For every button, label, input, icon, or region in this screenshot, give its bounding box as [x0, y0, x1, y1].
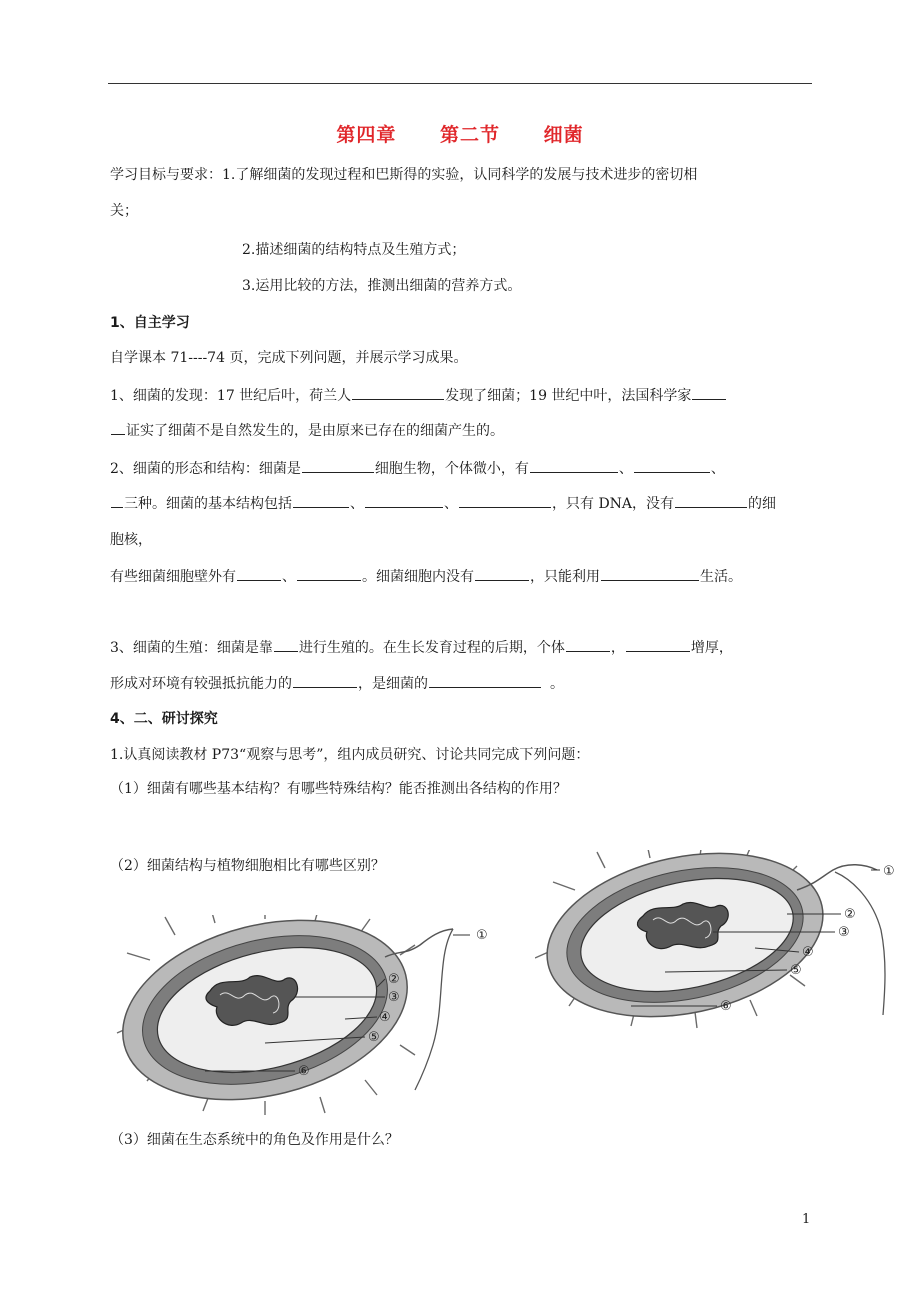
q3-blank-resistant-form[interactable]: [293, 673, 357, 688]
q2-text-m: 。细菌细胞内没有: [362, 569, 474, 585]
question-3-line-2: [110, 673, 564, 694]
q1-text-a: 1、细菌的发现：17 世纪后叶，荷兰人: [110, 388, 352, 404]
label-1-left: ①: [476, 928, 488, 943]
header-rule: [108, 83, 812, 84]
objective-line-3: 3.运用比较的方法，推测出细菌的营养方式。: [242, 278, 522, 294]
label-4-right: ④: [802, 945, 814, 960]
bacterium-diagram-left: [115, 915, 495, 1115]
q2-blank-lacks[interactable]: [475, 566, 529, 581]
q2-text-k: 有些细菌细胞壁外有: [110, 569, 236, 585]
title-chapter: 第四章: [336, 124, 397, 146]
q2-text-c: 、: [618, 461, 633, 477]
question-2-line-3: 胞核，: [110, 532, 152, 548]
q1-blank-discoverer[interactable]: [352, 385, 444, 400]
q3-text-a: 3、细菌的生殖：细菌是靠: [110, 640, 273, 656]
q2-text-o: 生活。: [700, 569, 742, 585]
q2-blank-structure-2[interactable]: [365, 493, 443, 508]
label-2-right: ②: [844, 907, 856, 922]
q3-text-b: 进行生殖的。在生长发育过程的后期，个体: [298, 640, 565, 656]
q1-text-b: 发现了细菌；19 世纪中叶，法国科学家: [445, 388, 692, 404]
q2-blank-special-2[interactable]: [297, 566, 361, 581]
q2-blank-cell-type[interactable]: [302, 458, 374, 473]
label-6-left: ⑥: [298, 1064, 310, 1079]
label-5-left: ⑤: [368, 1030, 380, 1045]
q3-text-c: ，: [610, 640, 625, 656]
q1-blank-scientist[interactable]: [692, 385, 726, 400]
q3-text-g: 。: [550, 676, 564, 692]
q2-blank-structure-3[interactable]: [459, 493, 551, 508]
q2-text-h: ，只有 DNA，没有: [552, 496, 675, 512]
page-title: [0, 120, 920, 147]
q2-blank-shape-3[interactable]: [111, 493, 123, 508]
q2-text-g: 、: [444, 496, 458, 512]
objective-line-2: 2.描述细菌的结构特点及生殖方式；: [242, 242, 466, 258]
discussion-question-1: （1）细菌有哪些基本结构？有哪些特殊结构？能否推测出各结构的作用？: [110, 781, 567, 797]
q2-text-e: 三种。细菌的基本结构包括: [124, 496, 292, 512]
discussion-intro: 1.认真阅读教材 P73“观察与思考”，组内成员研究、讨论共同完成下列问题：: [110, 747, 590, 763]
q3-text-f: ，是细菌的: [358, 676, 428, 692]
q2-blank-special-1[interactable]: [237, 566, 281, 581]
label-3-right: ③: [838, 925, 850, 940]
label-1-right: ①: [883, 864, 895, 879]
objective-line-1-cont: 关；: [110, 203, 138, 219]
q2-blank-nucleus-type[interactable]: [675, 493, 747, 508]
q2-blank-structure-1[interactable]: [293, 493, 349, 508]
label-3-left: ③: [388, 990, 400, 1005]
section-heading-discussion: 4、二、研讨探究: [110, 711, 218, 727]
question-3-line-1: [110, 637, 733, 658]
question-1-line-1: [110, 385, 727, 406]
title-topic: 细菌: [543, 124, 584, 146]
label-5-right: ⑤: [790, 963, 802, 978]
q2-blank-shape-1[interactable]: [530, 458, 618, 473]
label-4-left: ④: [379, 1010, 391, 1025]
q2-text-i: 的细: [748, 496, 777, 512]
q2-blank-uses[interactable]: [601, 566, 699, 581]
q2-text-f: 、: [350, 496, 364, 512]
bacterium-diagram-right: [535, 850, 915, 1030]
q2-blank-shape-2[interactable]: [634, 458, 710, 473]
q3-blank-nature[interactable]: [429, 673, 541, 688]
page-number: 1: [802, 1212, 811, 1227]
question-2-line-4: [110, 566, 742, 587]
question-2-line-2: [110, 493, 776, 514]
q2-text-a: 2、细菌的形态和结构：细菌是: [110, 461, 301, 477]
q1-blank-scientist-cont[interactable]: [111, 420, 125, 435]
q2-text-n: ，只能利用: [530, 569, 600, 585]
label-2-left: ②: [388, 972, 400, 987]
q2-text-d: 、: [710, 461, 725, 477]
discussion-question-3: （3）细菌在生态系统中的角色及作用是什么？: [110, 1132, 399, 1148]
q3-text-e: 形成对环境有较强抵抗能力的: [110, 676, 292, 692]
question-2-line-1: [110, 458, 725, 479]
q2-text-b: 细胞生物，个体微小，有: [374, 461, 529, 477]
q2-text-l: 、: [282, 569, 296, 585]
question-1-line-2: [110, 420, 504, 441]
self-study-intro: 自学课本 71----74 页，完成下列问题，并展示学习成果。: [110, 350, 468, 366]
q3-blank-reproduction[interactable]: [274, 637, 298, 652]
q3-text-d: 增厚，: [690, 640, 733, 656]
bacterium-body-left: [115, 915, 453, 1115]
bacterium-body-right: [535, 850, 885, 1030]
label-6-right: ⑥: [720, 999, 732, 1014]
objective-line-1: 学习目标与要求：1.了解细菌的发现过程和巴斯得的实验，认同科学的发展与技术进步的密切相: [110, 167, 698, 183]
title-section: 第二节: [439, 124, 500, 146]
q3-blank-thickens[interactable]: [626, 637, 690, 652]
q1-text-c: 证实了细菌不是自然发生的，是由原来已存在的细菌产生的。: [126, 423, 504, 439]
discussion-question-2: （2）细菌结构与植物细胞相比有哪些区别？: [110, 858, 385, 874]
section-heading-self-study: 1、自主学习: [110, 315, 190, 331]
q3-blank-individual[interactable]: [566, 637, 610, 652]
